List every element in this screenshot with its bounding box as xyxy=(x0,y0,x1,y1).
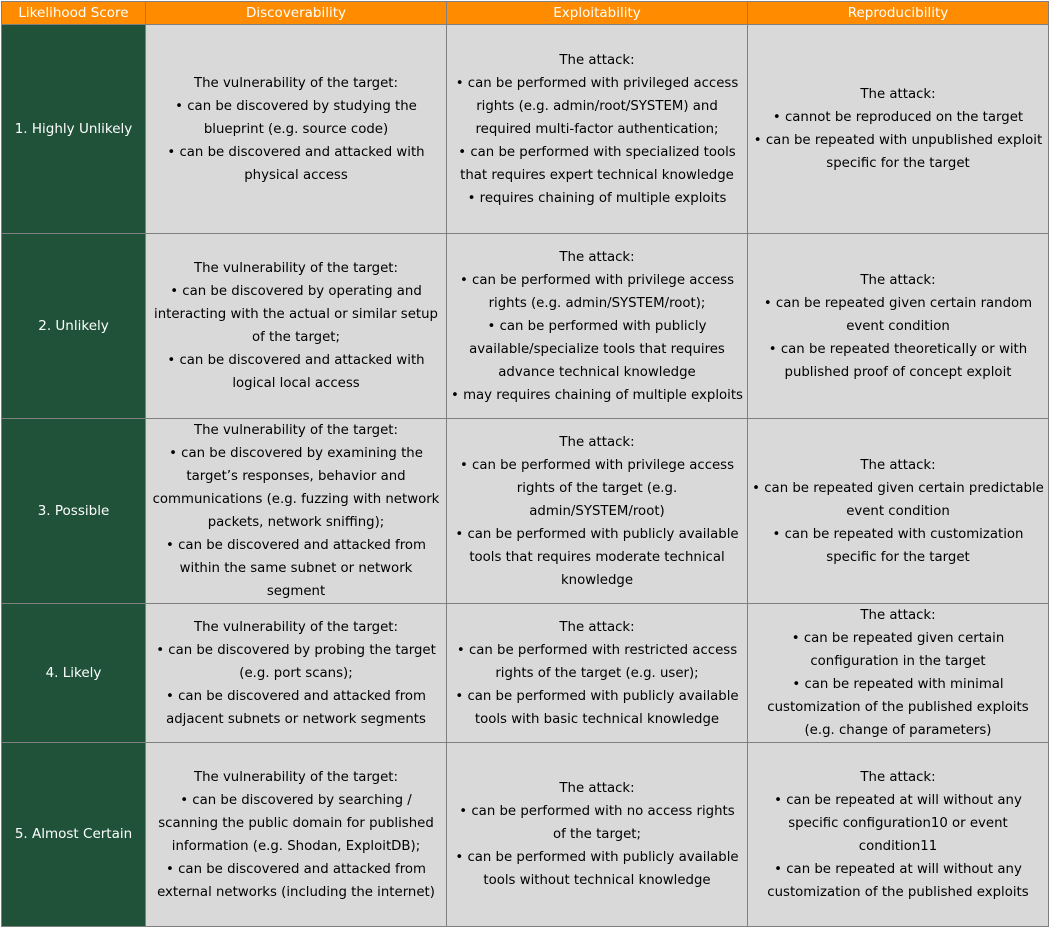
cell-line: • can be discovered and attacked with physical access xyxy=(167,144,425,183)
cell-line: The vulnerability of the target: xyxy=(193,261,398,276)
likelihood-score-cell: 3. Possible xyxy=(2,419,146,604)
cell-line: • can be performed with privilege access rights of the target (e.g. admin/SYSTEM/root) xyxy=(459,457,735,519)
cell-line: The vulnerability of the target: xyxy=(193,769,398,785)
cell-line: • can be repeated theoretically or with published proof of concept exploit xyxy=(768,341,1028,380)
discoverability-cell xyxy=(146,604,447,743)
discoverability-cell xyxy=(146,743,447,927)
cell-line: The attack: xyxy=(860,87,936,102)
reproducibility-cell xyxy=(748,25,1049,234)
cell-line: • can be performed with publicly available/specialize tools that requires advance technical knowledge xyxy=(469,318,725,380)
cell-line: • can be performed with restricted access rights of the target (e.g. user); xyxy=(456,642,738,681)
cell-line: • can be discovered by probing the target (e.g. port scans); xyxy=(156,642,436,681)
cell-line: • can be discovered by examining the target’s responses, behavior and communications (e.g. fuzzing with network packets, network sniffing); xyxy=(152,446,440,530)
table-row xyxy=(2,234,1049,419)
cell-line: • can be performed with publicly available tools that requires moderate technical knowledge xyxy=(455,526,739,588)
cell-line: The attack: xyxy=(860,608,936,623)
exploitability-cell xyxy=(447,743,748,927)
likelihood-score-cell: 1. Highly Unlikely xyxy=(2,25,146,234)
cell-line: The attack: xyxy=(559,781,635,796)
cell-line: • can be discovered by searching / scanning the public domain for published information (e.g. Shodan, ExploitDB); xyxy=(158,792,434,854)
discoverability-cell xyxy=(146,25,447,234)
cell-line: • can be performed with publicly available tools with basic technical knowledge xyxy=(455,688,739,727)
cell-line: The attack: xyxy=(860,272,936,288)
cell-line: • can be repeated with unpublished exploit specific for the target xyxy=(753,133,1043,171)
cell-line: • cannot be reproduced on the target xyxy=(772,110,1024,125)
likelihood-score-cell: 4. Likely xyxy=(2,604,146,743)
cell-line: • may requires chaining of multiple exploits xyxy=(451,387,743,403)
cell-line: • requires chaining of multiple exploits xyxy=(467,190,727,206)
cell-line: • can be repeated at will without any specific configuration10 or event condition11 xyxy=(774,792,1022,854)
cell-line: • can be discovered and attacked from within the same subnet or network segment xyxy=(166,538,426,599)
reproducibility-cell xyxy=(748,419,1049,604)
header-row xyxy=(2,2,1049,25)
cell-line: • can be performed with privilege access rights (e.g. admin/SYSTEM/root); xyxy=(459,272,735,311)
cell-line: The attack: xyxy=(559,249,635,265)
reproducibility-cell xyxy=(748,743,1049,927)
header-discoverability: Discoverability xyxy=(146,2,447,25)
cell-line: The attack: xyxy=(559,52,635,68)
cell-line: • can be performed with publicly available tools without technical knowledge xyxy=(455,850,739,888)
discoverability-cell xyxy=(146,234,447,419)
cell-line: • can be performed with specialized tools that requires expert technical knowledge xyxy=(458,144,736,183)
likelihood-score-cell: 2. Unlikely xyxy=(2,234,146,419)
reproducibility-cell xyxy=(748,604,1049,743)
table-row xyxy=(2,743,1049,927)
cell-line: The attack: xyxy=(860,457,936,473)
header-reproducibility: Reproducibility xyxy=(748,2,1049,25)
cell-line: The attack: xyxy=(559,619,635,635)
cell-line: • can be repeated at will without any customization of the published exploits xyxy=(767,861,1029,900)
table-row xyxy=(2,419,1049,604)
cell-line: • can be discovered and attacked with logical local access xyxy=(167,353,425,391)
exploitability-cell xyxy=(447,604,748,743)
likelihood-score-cell: 5. Almost Certain xyxy=(2,743,146,927)
exploitability-cell xyxy=(447,25,748,234)
cell-line: • can be repeated with customization specific for the target xyxy=(772,526,1024,565)
cell-line: • can be discovered and attacked from adjacent subnets or network segments xyxy=(166,688,426,727)
header-likelihood-score: Likelihood Score xyxy=(2,2,146,25)
cell-line: The vulnerability of the target: xyxy=(193,75,398,91)
header-exploitability: Exploitability xyxy=(447,2,748,25)
likelihood-table xyxy=(1,1,1049,927)
cell-line: • can be repeated given certain random event condition xyxy=(763,295,1033,334)
table-row xyxy=(2,25,1049,234)
cell-line: The vulnerability of the target: xyxy=(193,619,398,635)
cell-line: The attack: xyxy=(860,769,936,785)
cell-line: • can be performed with no access rights of the target; xyxy=(459,804,735,842)
cell-line: • can be discovered by studying the blueprint (e.g. source code) xyxy=(175,98,417,137)
cell-line: • can be repeated given certain configuration in the target xyxy=(791,631,1005,669)
cell-line: The vulnerability of the target: xyxy=(193,423,398,438)
exploitability-cell xyxy=(447,419,748,604)
cell-line: • can be repeated with minimal customization of the published exploits (e.g. change of parameters) xyxy=(767,677,1029,738)
cell-line: The attack: xyxy=(559,434,635,450)
cell-line: • can be repeated given certain predictable event condition xyxy=(752,480,1044,519)
exploitability-cell xyxy=(447,234,748,419)
cell-line: • can be performed with privileged access rights (e.g. admin/root/SYSTEM) and required multi-factor authentication; xyxy=(455,75,739,137)
discoverability-cell xyxy=(146,419,447,604)
cell-line: • can be discovered and attacked from external networks (including the internet) xyxy=(157,861,435,900)
cell-line: • can be discovered by operating and interacting with the actual or similar setup of the target; xyxy=(154,284,438,345)
reproducibility-cell xyxy=(748,234,1049,419)
table-row xyxy=(2,604,1049,743)
